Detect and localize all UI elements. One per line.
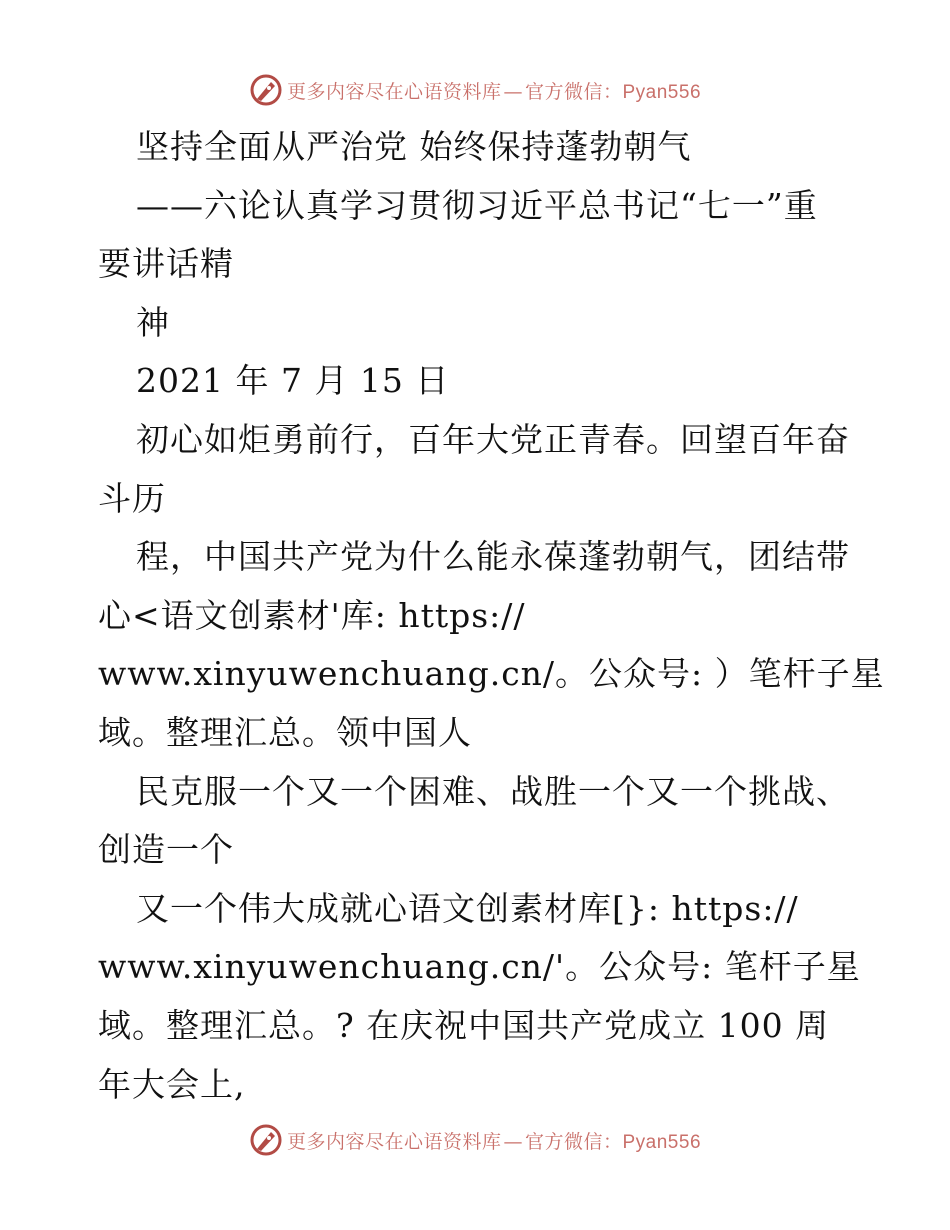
paragraph-line: www.xinyuwenchuang.cn/'。公众号: 笔杆子星 <box>98 947 861 987</box>
banner-text <box>287 77 701 104</box>
banner-slogan: 更多内容尽在心语资料库 <box>286 1130 502 1153</box>
paragraph-line: 初心如炬勇前行，百年大党正青春。回望百年奋 <box>136 419 850 459</box>
paragraph-line: 年大会上, <box>98 1064 246 1104</box>
banner-text <box>287 1127 701 1154</box>
banner-wechat-id: Pyan556 <box>622 81 702 103</box>
footer-banner <box>0 1120 950 1160</box>
paragraph-line: 程，中国共产党为什么能永葆蓬勃朝气，团结带 <box>136 537 850 577</box>
banner-content <box>249 1123 701 1157</box>
paragraph-line: 民克服一个又一个困难、战胜一个又一个挑战、 <box>136 771 850 811</box>
document-body <box>98 118 885 1114</box>
paragraph-line: 创造一个 <box>98 830 234 870</box>
banner-dash: — <box>503 80 523 103</box>
pen-nib-circle-icon <box>249 73 283 107</box>
document-title: 坚持全面从严治党 始终保持蓬勃朝气 <box>136 127 692 166</box>
paragraph-line: 斗历 <box>98 478 166 518</box>
pen-nib-circle-icon <box>249 1123 283 1157</box>
paragraph-line: 又一个伟大成就心语文创素材库[}: https:// <box>136 888 799 928</box>
banner-dash: — <box>503 1130 523 1153</box>
paragraph-line: 心<语文创素材'库: https:// <box>98 595 526 635</box>
banner-slogan: 更多内容尽在心语资料库 <box>286 80 502 103</box>
banner-content <box>249 73 701 107</box>
header-banner <box>0 70 950 110</box>
banner-wechat-label: 官方微信： <box>524 80 623 103</box>
document-date: 2021 年 7 月 15 日 <box>136 361 450 401</box>
paragraph-line: www.xinyuwenchuang.cn/。公众号: ）笔杆子星 <box>98 654 885 694</box>
banner-wechat-label: 官方微信： <box>524 1130 623 1153</box>
document-subtitle: ——六论认真学习贯彻习近平总书记“七一”重 <box>136 185 818 225</box>
paragraph-line: 域。整理汇总。领中国人 <box>98 712 472 752</box>
document-subtitle-end: 神 <box>136 302 170 342</box>
banner-wechat-id: Pyan556 <box>622 1131 702 1153</box>
paragraph-line: 域。整理汇总。? 在庆祝中国共产党成立 100 周 <box>98 1005 830 1045</box>
document-subtitle-cont: 要讲话精 <box>98 244 234 284</box>
